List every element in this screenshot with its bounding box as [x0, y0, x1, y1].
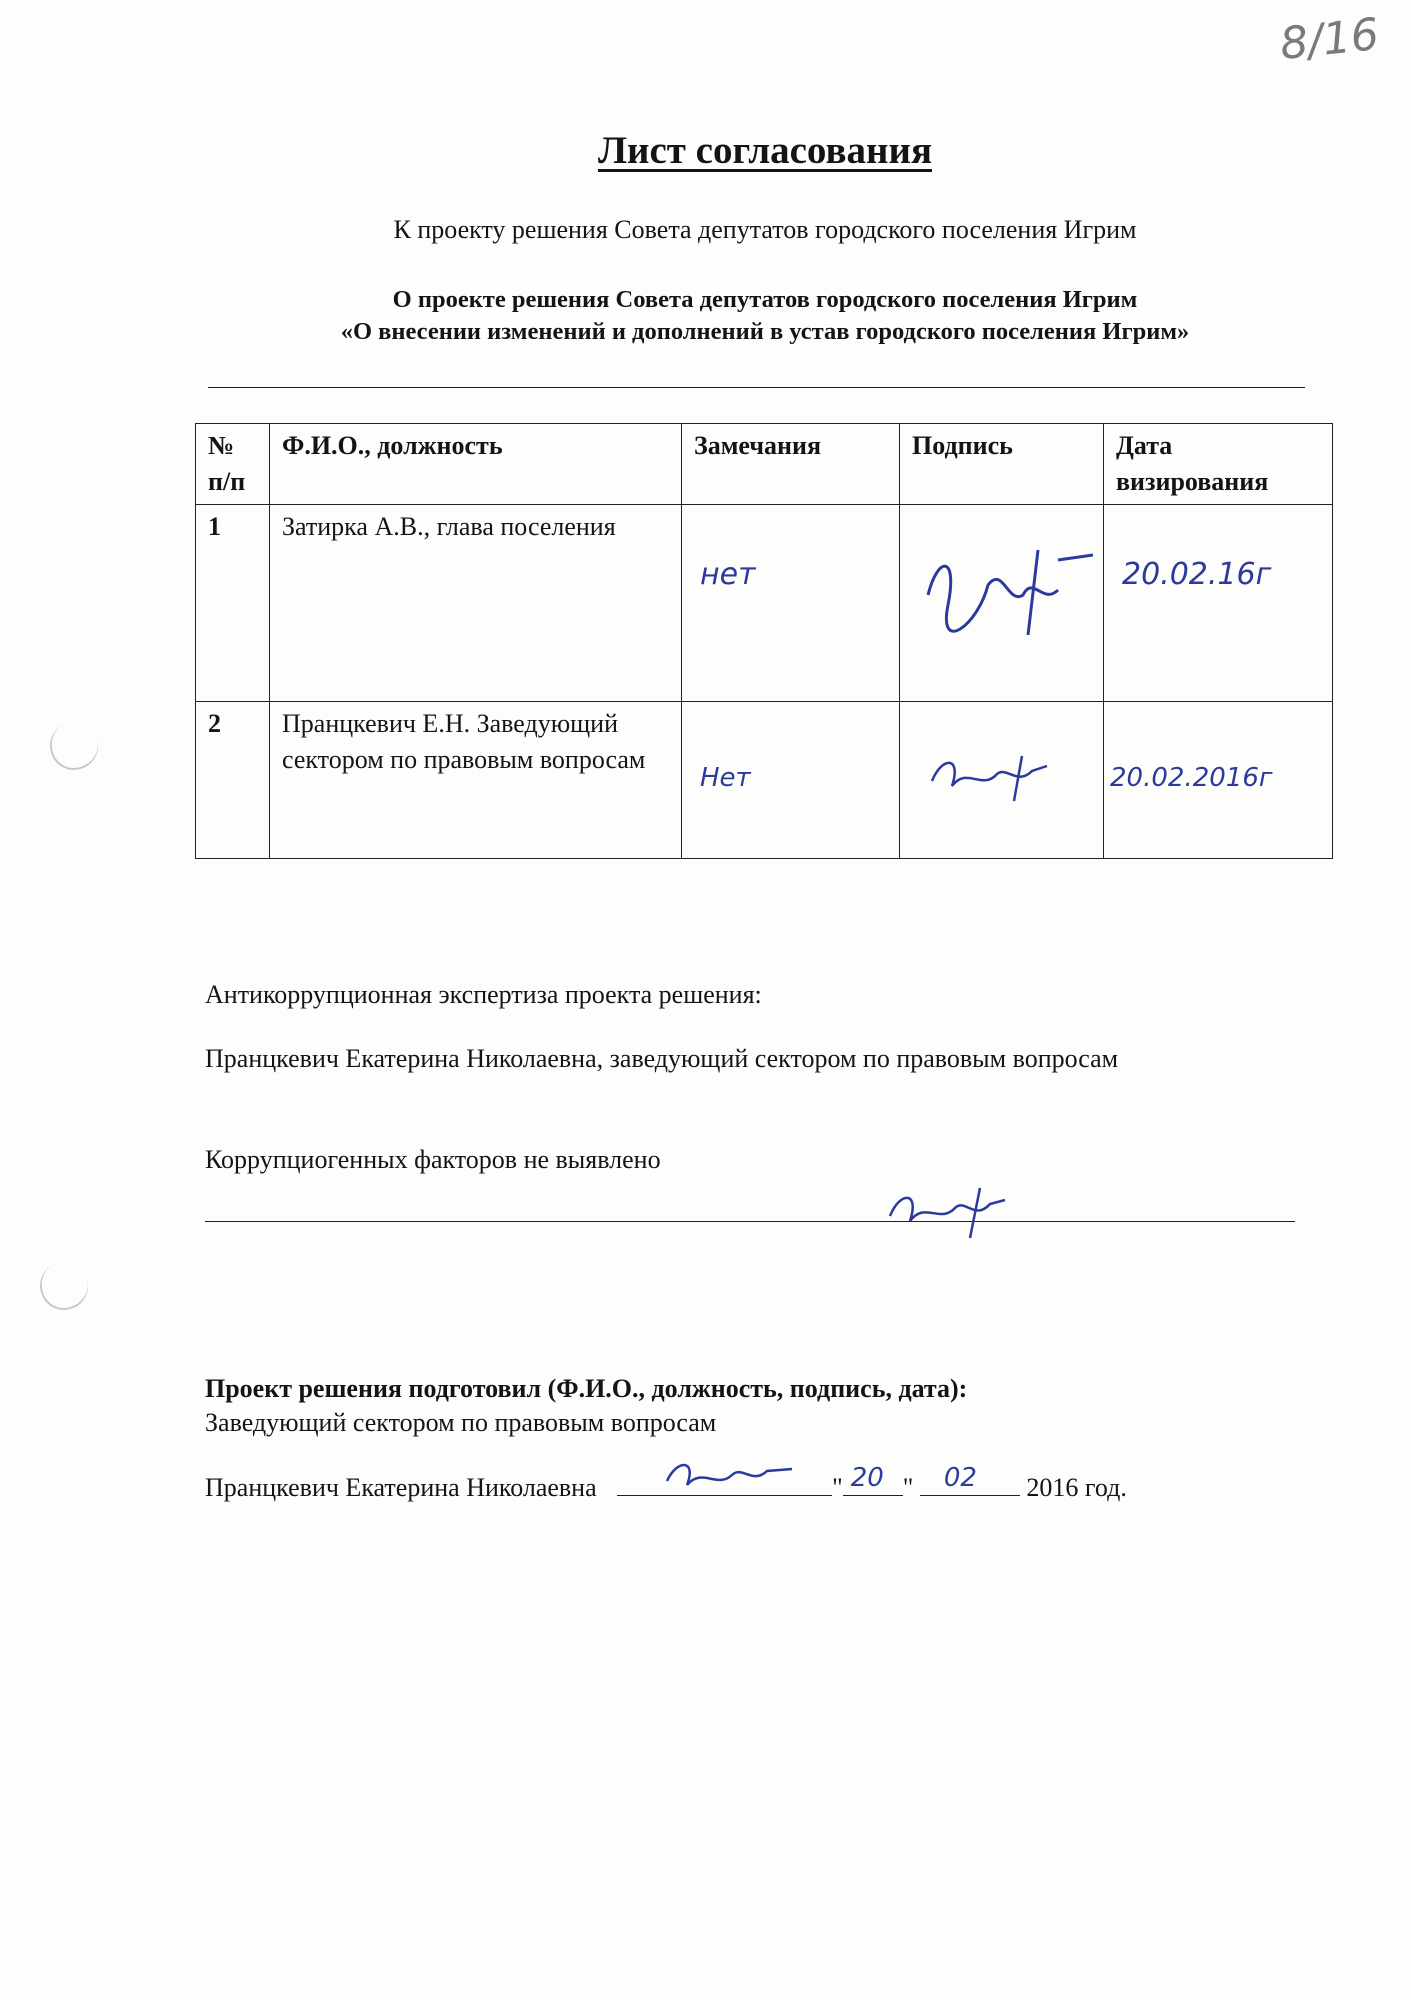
row-num: 2: [196, 702, 270, 859]
prepared-name: Пранцкевич Екатерина Николаевна: [205, 1473, 597, 1502]
day-handwriting: 20: [850, 1463, 884, 1493]
row-signature: [900, 505, 1104, 702]
remarks-handwriting: нет: [700, 557, 756, 592]
row-signature: [900, 702, 1104, 859]
table-header-row: [196, 424, 1333, 505]
row-num: 1: [196, 505, 270, 702]
signature-image: [908, 535, 1098, 645]
prepared-signature-line: Пранцкевич Екатерина Николаевна " 20 " 02 2016 год.: [205, 1467, 1127, 1503]
punch-hole: [33, 1255, 95, 1317]
row-remarks: [682, 505, 900, 702]
header-remarks: Замечания: [682, 424, 900, 505]
remarks-handwriting: Нет: [700, 763, 751, 793]
row-name: Пранцкевич Е.Н. Заведующий сектором по правовым вопросам: [270, 702, 682, 859]
month-handwriting: 02: [943, 1463, 977, 1493]
document-title: Лист согласования: [597, 129, 933, 172]
signature-image: [922, 746, 1062, 806]
header-date: Дата визирования: [1104, 424, 1333, 505]
header-name: Ф.И.О., должность: [270, 424, 682, 505]
date-handwriting: 20.02.2016г: [1110, 763, 1273, 793]
signature-blank: [617, 1467, 832, 1496]
page-number: 8/16: [1277, 8, 1382, 71]
row-date: [1104, 505, 1333, 702]
table-row: [196, 702, 1333, 859]
project-title: [0, 284, 1411, 348]
prepared-signature-image: [657, 1451, 797, 1501]
project-title-line-1: О проекте решения Совета депутатов городского поселения Игрим: [392, 286, 1138, 313]
punch-hole: [43, 715, 105, 777]
table-row: [196, 505, 1333, 702]
header-num: № п/п: [196, 424, 270, 505]
signature-line: [205, 1221, 1295, 1222]
anticorruption-heading: Антикоррупционная экспертиза проекта решения:: [205, 980, 762, 1009]
date-handwriting: 20.02.16г: [1122, 557, 1272, 592]
day-blank: [843, 1463, 903, 1496]
row-name: Затирка А.В., глава поселения: [270, 505, 682, 702]
project-title-line-2: «О внесении изменений и дополнений в устав городского поселения Игрим»: [340, 318, 1190, 345]
prepared-position: Заведующий сектором по правовым вопросам: [205, 1408, 717, 1437]
anticorruption-expert: Пранцкевич Екатерина Николаевна, заведующий сектором по правовым вопросам: [205, 1044, 1119, 1073]
document-subtitle: К проекту решения Совета депутатов городского поселения Игрим: [393, 215, 1137, 244]
year-text: 2016 год.: [1026, 1473, 1127, 1502]
anticorruption-conclusion: Коррупциогенных факторов не выявлено: [205, 1145, 661, 1174]
prepared-heading: Проект решения подготовил (Ф.И.О., должность, подпись, дата):: [205, 1374, 968, 1403]
row-remarks: [682, 702, 900, 859]
expert-signature-image: [880, 1176, 1010, 1246]
approval-table: [195, 423, 1333, 859]
header-divider: [208, 387, 1305, 388]
month-blank: [920, 1463, 1020, 1496]
row-date: [1104, 702, 1333, 859]
header-signature: Подпись: [900, 424, 1104, 505]
